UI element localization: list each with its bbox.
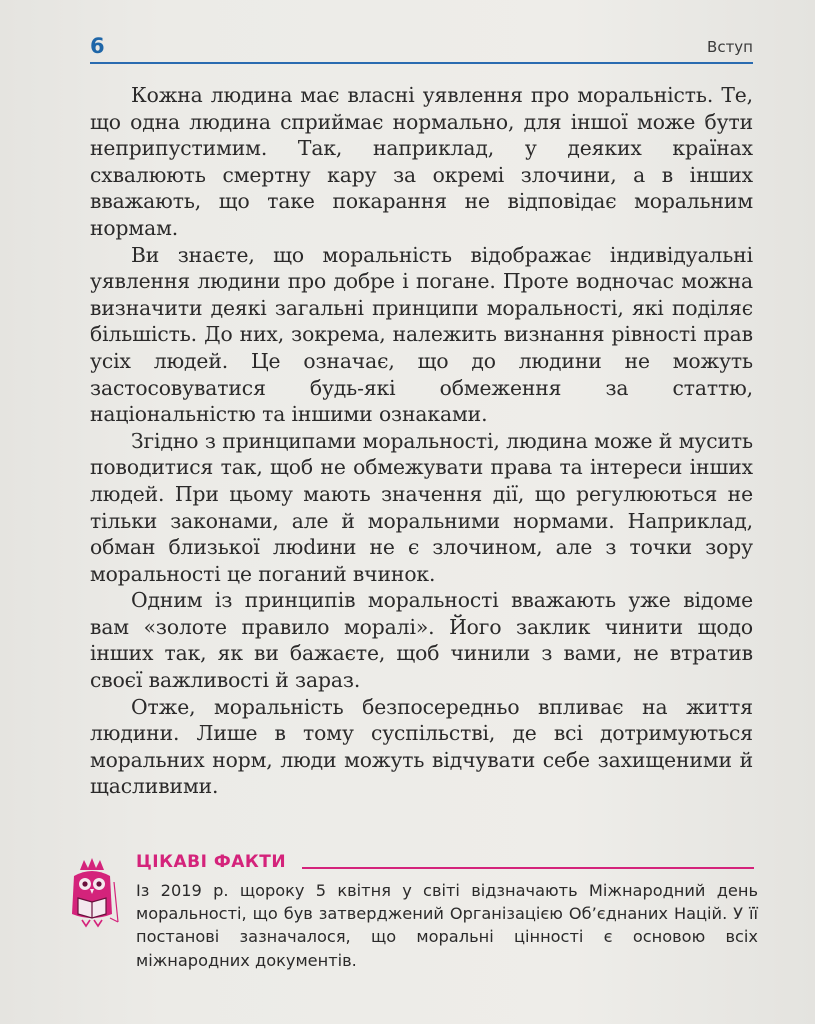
paragraph: Ви знаєте, що моральність відображає індивідуальні уявлення людини про добре і погане. Проте водночас можна визначити деякі загальні принципи моральності, які поділяє більшість. До них, зокрема, належить визнання рівності прав усіх людей. Це означає, що до людини не можуть застосовуватися будь-які обмеження за статтю, національністю та іншими ознаками. <box>90 242 753 427</box>
main-text <box>90 82 753 800</box>
paragraph: Згідно з принципами моральності, людина може й мусить поводитися так, щоб не обмежувати права та інтереси інших людей. При цьому мають значення дії, що регулюються не тільки законами, але й моральними нормами. Наприклад, обман близької люdини не є злочином, але з точки зору моральності це поганий вчинок. <box>90 428 753 586</box>
facts-heading: ЦІКАВІ ФАКТИ <box>136 852 287 872</box>
interesting-facts-box <box>62 848 762 978</box>
header-divider <box>90 62 753 64</box>
facts-heading-divider <box>302 867 754 869</box>
page-number: 6 <box>90 34 105 58</box>
facts-text: Із 2019 р. щороку 5 квітня у світі відзначають Міжнародний день моральності, що був затверджений Організацією Об’єднаних Націй. У її постанові зазначалося, що моральні цінності є основою всіх міжнародних документів. <box>136 881 758 970</box>
page-header <box>90 34 753 64</box>
paragraph: Кожна людина має власні уявлення про моральність. Те, що одна людина сприймає нормально, для іншої може бути неприпустимим. Так, наприклад, у деяких країнах схвалюють смертну кару за окремі злочини, а в інших вважають, що таке покарання не відповідає моральним нормам. <box>90 83 753 240</box>
paragraph: Отже, моральність безпосередньо впливає на життя людини. Лише в тому суспільстві, де всі дотримуються моральних норм, люди можуть відчувати себе захищеними й щасливими. <box>90 694 753 799</box>
owl-book-icon <box>62 856 122 928</box>
section-title: Вступ <box>707 38 753 56</box>
paragraph: Одним із принципів моральності вважають уже відоме вам «золоте правило моралі». Його заклик чинити щодо інших так, як ви бажаєте, щоб чинили з вами, не втратив своєї важливості й зараз. <box>90 588 753 693</box>
